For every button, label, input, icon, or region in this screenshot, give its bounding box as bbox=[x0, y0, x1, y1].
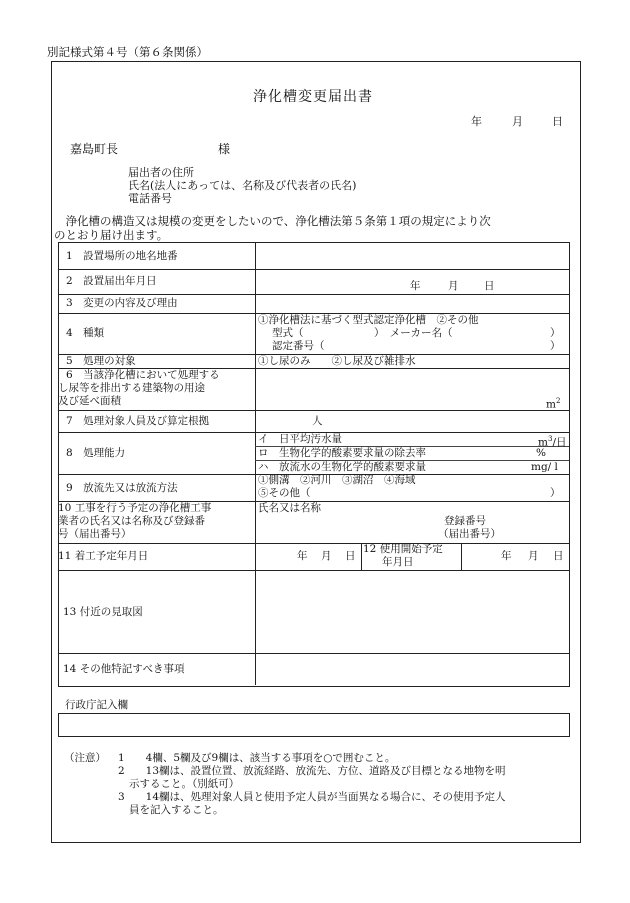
row-4-cert-close: ） bbox=[550, 340, 561, 352]
row-8-effluent-bod: ハ 放流水の生物化学的酸素要求量 bbox=[258, 461, 426, 473]
row-1-label: 1 設置場所の地名地番 bbox=[66, 250, 178, 262]
intro-line-1: 浄化槽の構造又は規模の変更をしたいので、浄化槽法第５条第１項の規定により次 bbox=[54, 214, 491, 228]
form-number-label: 別記様式第４号（第６条関係） bbox=[47, 45, 208, 59]
row-4-cert-label: 認定番号（ bbox=[272, 340, 325, 352]
row-10-label-3: 号（届出番号） bbox=[58, 528, 132, 540]
row-4-type-options: ①浄化槽法に基づく型式認定浄化槽 ②その他 bbox=[258, 314, 479, 326]
row-3-label: 3 変更の内容及び理由 bbox=[66, 297, 178, 309]
row-12-label-2: 年月日 bbox=[382, 556, 414, 568]
row-8-label: 8 処理能力 bbox=[66, 447, 126, 459]
recipient-honorific: 様 bbox=[218, 142, 231, 156]
applicant-address-label: 届出者の住所 bbox=[128, 166, 194, 179]
notes-label: （注意） bbox=[64, 752, 106, 764]
row-8-effluent-bod-unit: mg/ l bbox=[531, 461, 558, 473]
row-10-notify-label: （届出番号） bbox=[438, 528, 501, 540]
date-month-label: 月 bbox=[512, 115, 523, 128]
note-3-line-1: 3 14欄は、処理対象人員と使用予定人員が当面異なる場合に、その使用予定人 bbox=[118, 791, 506, 803]
row-4-maker-close: ） bbox=[550, 327, 561, 339]
row-12-year: 年 bbox=[501, 550, 512, 562]
row-7-label: 7 処理対象人員及び算定根拠 bbox=[66, 415, 210, 427]
applicant-phone-label: 電話番号 bbox=[128, 192, 172, 205]
row-6-unit: $m^2$ bbox=[546, 397, 561, 411]
row-12-label-1: 12 使用開始予定 bbox=[363, 543, 443, 555]
row-5-options: ①し尿のみ ②し尿及び雑排水 bbox=[258, 355, 416, 367]
admin-entry-box bbox=[58, 713, 570, 737]
row-10-label-1: 10 工事を行う予定の浄化槽工事 bbox=[58, 502, 212, 514]
row-2-day: 日 bbox=[484, 280, 495, 292]
row-11-label: 11 着工予定年月日 bbox=[58, 550, 149, 562]
date-year-label: 年 bbox=[471, 115, 482, 128]
row-9-other-label: ⑤その他（ bbox=[258, 487, 311, 499]
row-8-bod-removal: ロ 生物化学的酸素要求量の除去率 bbox=[258, 447, 426, 459]
row-8-daily-flow-unit: $m^3/$日 bbox=[538, 435, 567, 449]
row-8-bod-removal-unit: % bbox=[536, 447, 546, 459]
note-2-line-2: 示すること。（別紙可） bbox=[129, 778, 240, 790]
recipient-name: 嘉島町長 bbox=[70, 142, 119, 156]
row-7-unit: 人 bbox=[312, 415, 323, 427]
row-11-month: 月 bbox=[321, 550, 332, 562]
admin-section-label: 行政庁記入欄 bbox=[65, 699, 128, 711]
row-9-label: 9 放流先又は放流方法 bbox=[66, 482, 178, 494]
note-1: 1 4欄、5欄及び9欄は、該当する事項を○で囲むこと。 bbox=[118, 752, 396, 764]
form-title: 浄化槽変更届出書 bbox=[253, 89, 373, 105]
row-11-year: 年 bbox=[297, 550, 308, 562]
row-4-model-label: 型式（ bbox=[272, 327, 304, 339]
row-6-label-2: し尿等を排出する建築物の用途 bbox=[58, 382, 205, 394]
row-12-month: 月 bbox=[528, 550, 539, 562]
row-10-label-2: 業者の氏名又は名称及び登録番 bbox=[58, 515, 205, 527]
row-10-reg-label: 登録番号 bbox=[444, 515, 486, 527]
note-3-line-2: 員を記入すること。 bbox=[129, 804, 224, 816]
row-8-daily-flow: イ 日平均汚水量 bbox=[258, 433, 342, 445]
row-5-label: 5 処理の対象 bbox=[66, 355, 136, 367]
row-2-month: 月 bbox=[448, 280, 459, 292]
intro-line-2: のとおり届け出ます。 bbox=[54, 228, 169, 242]
row-6-label-1: 6 当該浄化槽において処理する bbox=[66, 369, 220, 381]
applicant-name-label: 氏名(法人にあっては、名称及び代表者の氏名) bbox=[128, 179, 357, 192]
row-14-label: 14 その他特記すべき事項 bbox=[63, 663, 185, 675]
row-4-maker-label: ） メーカー名（ bbox=[374, 327, 453, 339]
note-2-line-1: 2 13欄は、設置位置、放流経路、放流先、方位、道路及び目標となる地物を明 bbox=[118, 765, 506, 777]
row-13-label: 13 付近の見取図 bbox=[63, 606, 143, 618]
row-12-day: 日 bbox=[553, 550, 564, 562]
row-11-day: 日 bbox=[345, 550, 356, 562]
row-2-year: 年 bbox=[410, 280, 421, 292]
row-6-label-3: 及び延べ面積 bbox=[58, 395, 121, 407]
row-2-label: 2 設置届出年月日 bbox=[66, 275, 157, 287]
date-day-label: 日 bbox=[552, 115, 563, 128]
row-9-other-close: ） bbox=[550, 487, 561, 499]
row-9-options: ①側溝 ②河川 ③湖沼 ④海域 bbox=[258, 474, 416, 486]
row-4-label: 4 種類 bbox=[66, 327, 105, 339]
row-10-name-label: 氏名又は名称 bbox=[258, 502, 321, 514]
